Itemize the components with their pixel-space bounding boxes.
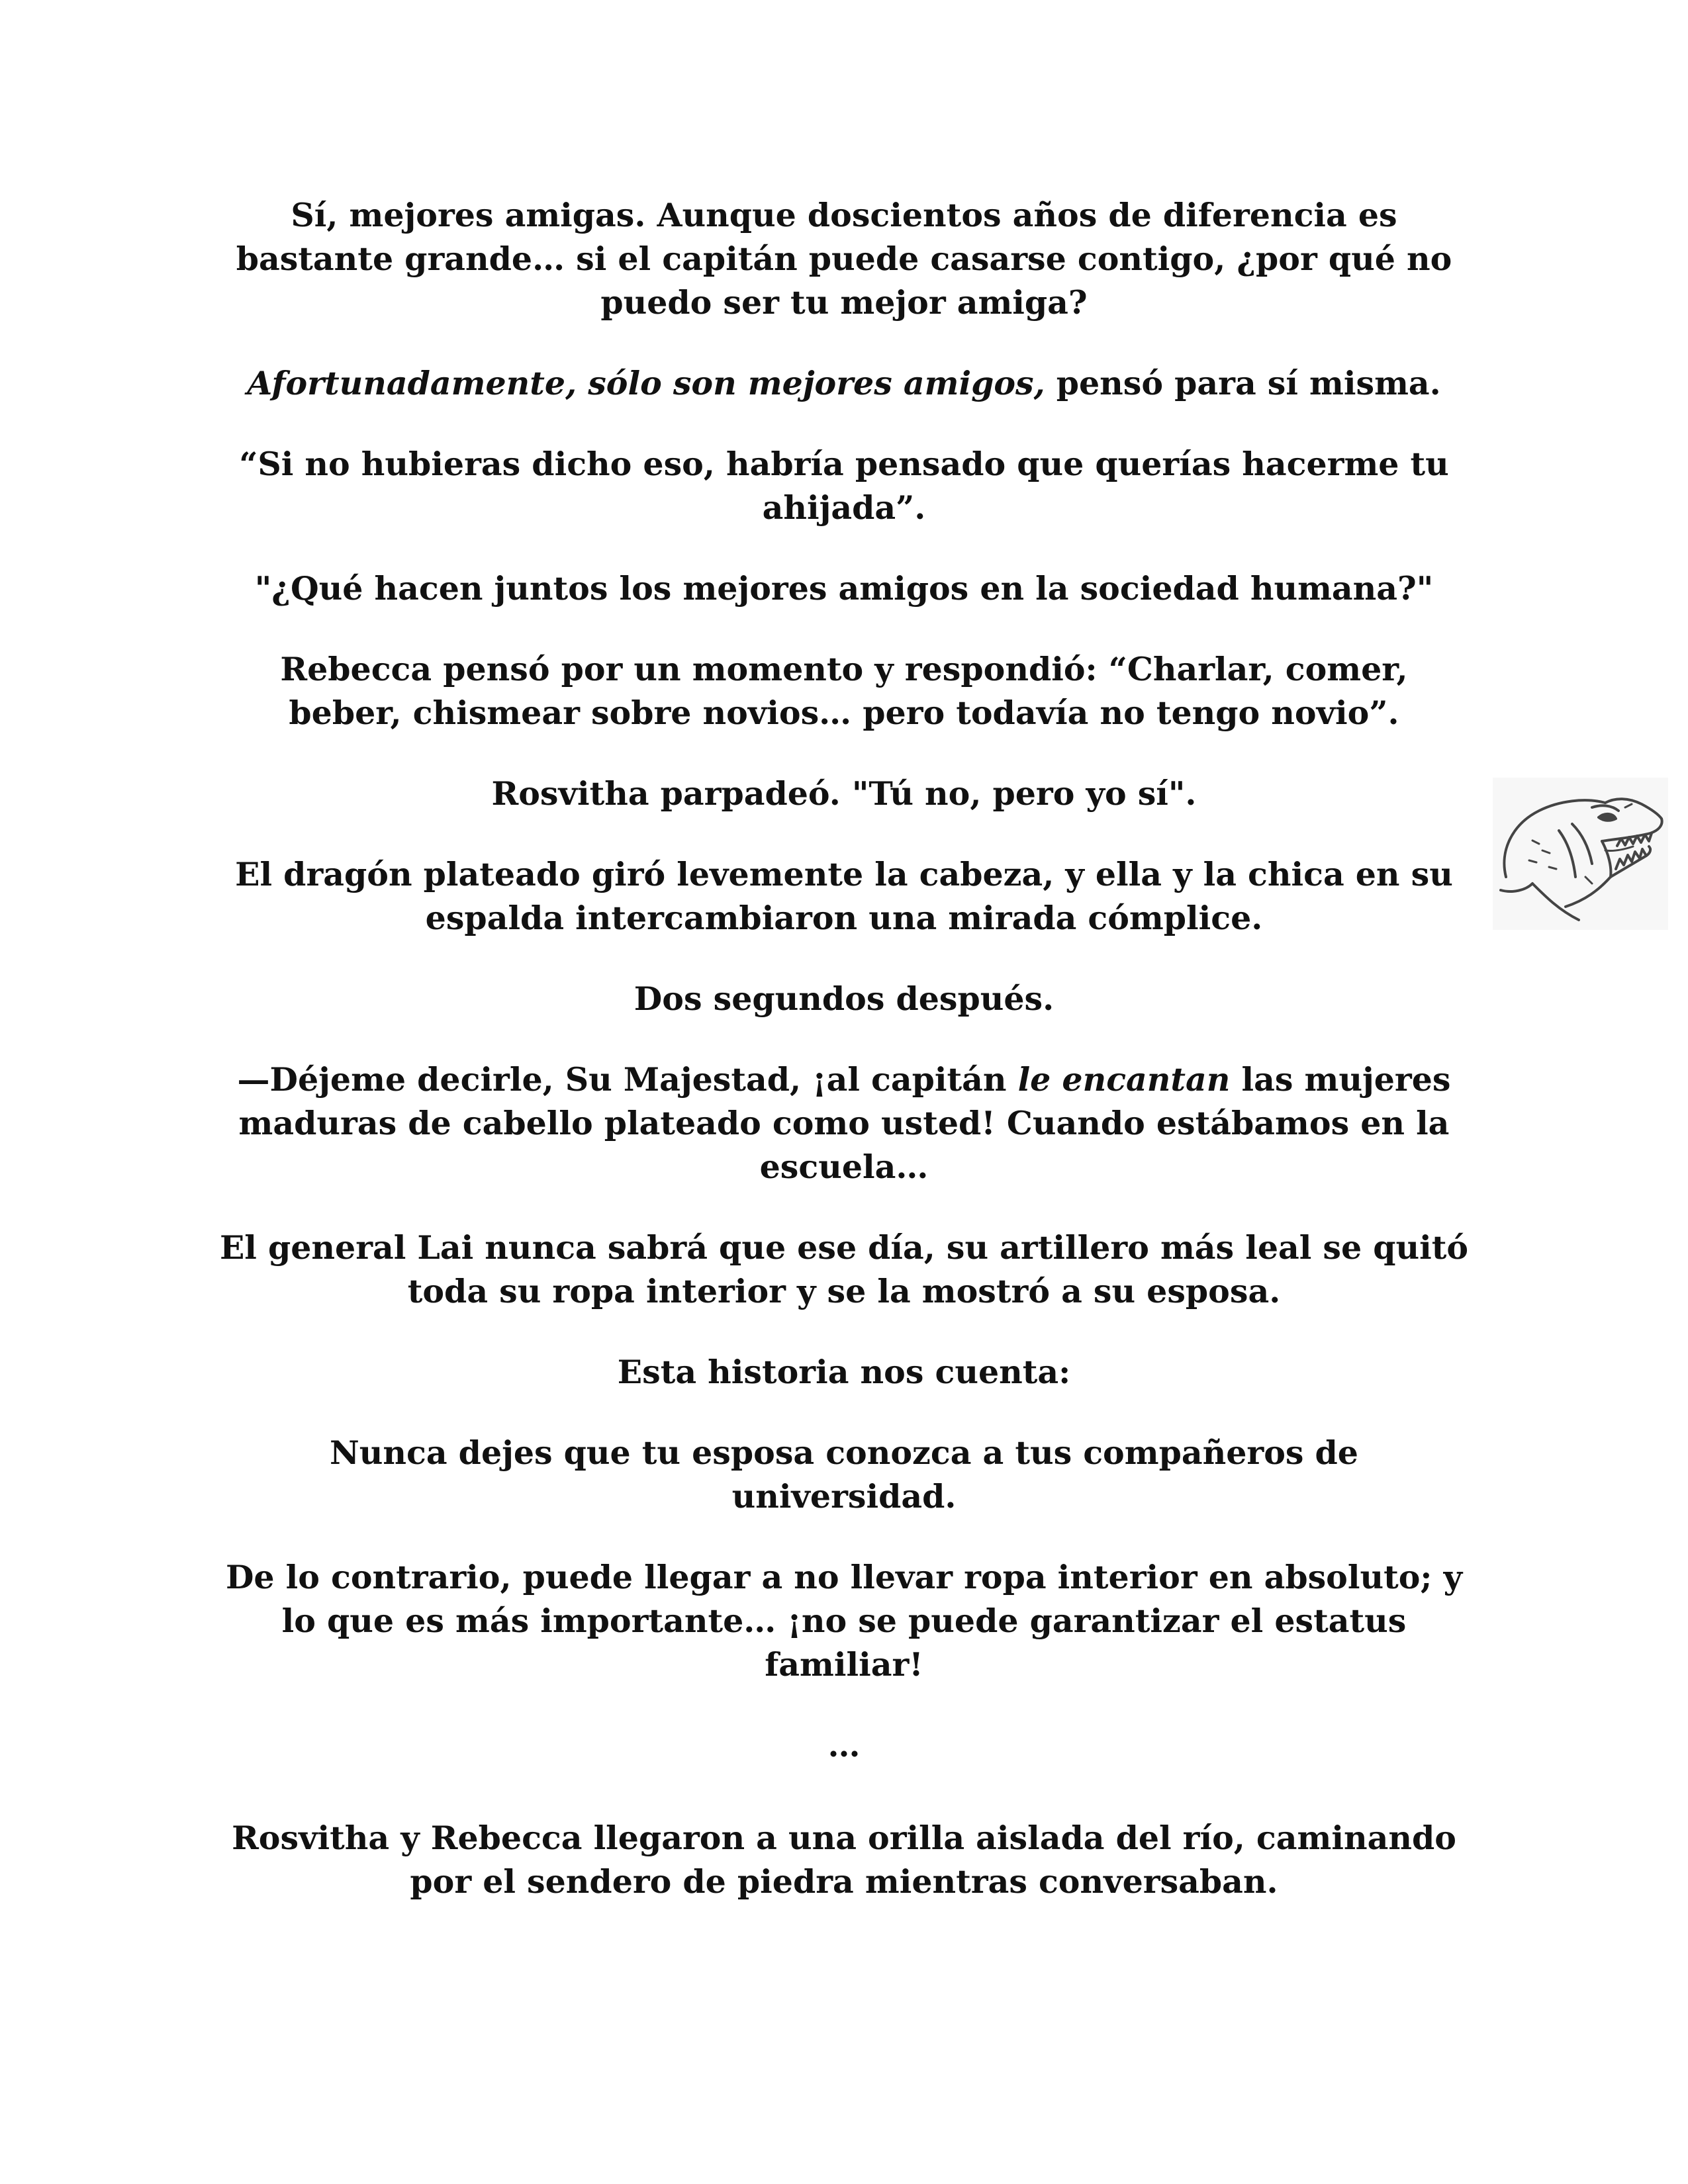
- paragraph-4: "¿Qué hacen juntos los mejores amigos en la sociedad humana?": [254, 569, 1434, 608]
- paragraph-11: Esta historia nos cuenta:: [617, 1353, 1071, 1391]
- section-break: …: [827, 1726, 861, 1764]
- dragon-head-sketch-icon: [1493, 778, 1668, 930]
- paragraph-10: El general Lai nunca sabrá que ese día, su artillero más leal se quitó toda su ropa interior y se la mostró a su esposa.: [219, 1228, 1469, 1310]
- paragraph-8: Dos segundos después.: [633, 979, 1055, 1018]
- story-text: [218, 193, 1470, 1940]
- paragraph-2: Afortunadamente, sólo son mejores amigos, pensó para sí misma.: [247, 364, 1441, 402]
- paragraph-15: Rosvitha y Rebecca llegaron a una orilla aislada del río, caminando por el sendero de piedra mientras conversaban.: [232, 1819, 1456, 1901]
- italic-emphasis: le encantan: [1017, 1060, 1231, 1099]
- paragraph-5: Rebecca pensó por un momento y respondió: “Charlar, comer, beber, chismear sobre novios… pero todavía no tengo novio”.: [280, 650, 1408, 732]
- paragraph-6: Rosvitha parpadeó. "Tú no, pero yo sí".: [491, 774, 1197, 813]
- paragraph-1: Sí, mejores amigas. Aunque doscientos años de diferencia es bastante grande… si el capitán puede casarse contigo, ¿por qué no puedo ser tu mejor amiga?: [236, 196, 1452, 322]
- paragraph-13: De lo contrario, puede llegar a no llevar ropa interior en absoluto; y lo que es más importante… ¡no se puede garantizar el estatus familiar!: [225, 1558, 1463, 1684]
- italic-thought: Afortunadamente, sólo son mejores amigos,: [247, 364, 1045, 402]
- paragraph-7: El dragón plateado giró levemente la cabeza, y ella y la chica en su espalda intercambiaron una mirada cómplice.: [235, 855, 1453, 937]
- paragraph-9: —Déjeme decirle, Su Majestad, ¡al capitán le encantan las mujeres maduras de cabello plateado como usted! Cuando estábamos en la escuela…: [237, 1060, 1451, 1186]
- paragraph-3: “Si no hubieras dicho eso, habría pensado que querías hacerme tu ahijada”.: [239, 445, 1449, 527]
- paragraph-12: Nunca dejes que tu esposa conozca a tus compañeros de universidad.: [330, 1433, 1358, 1516]
